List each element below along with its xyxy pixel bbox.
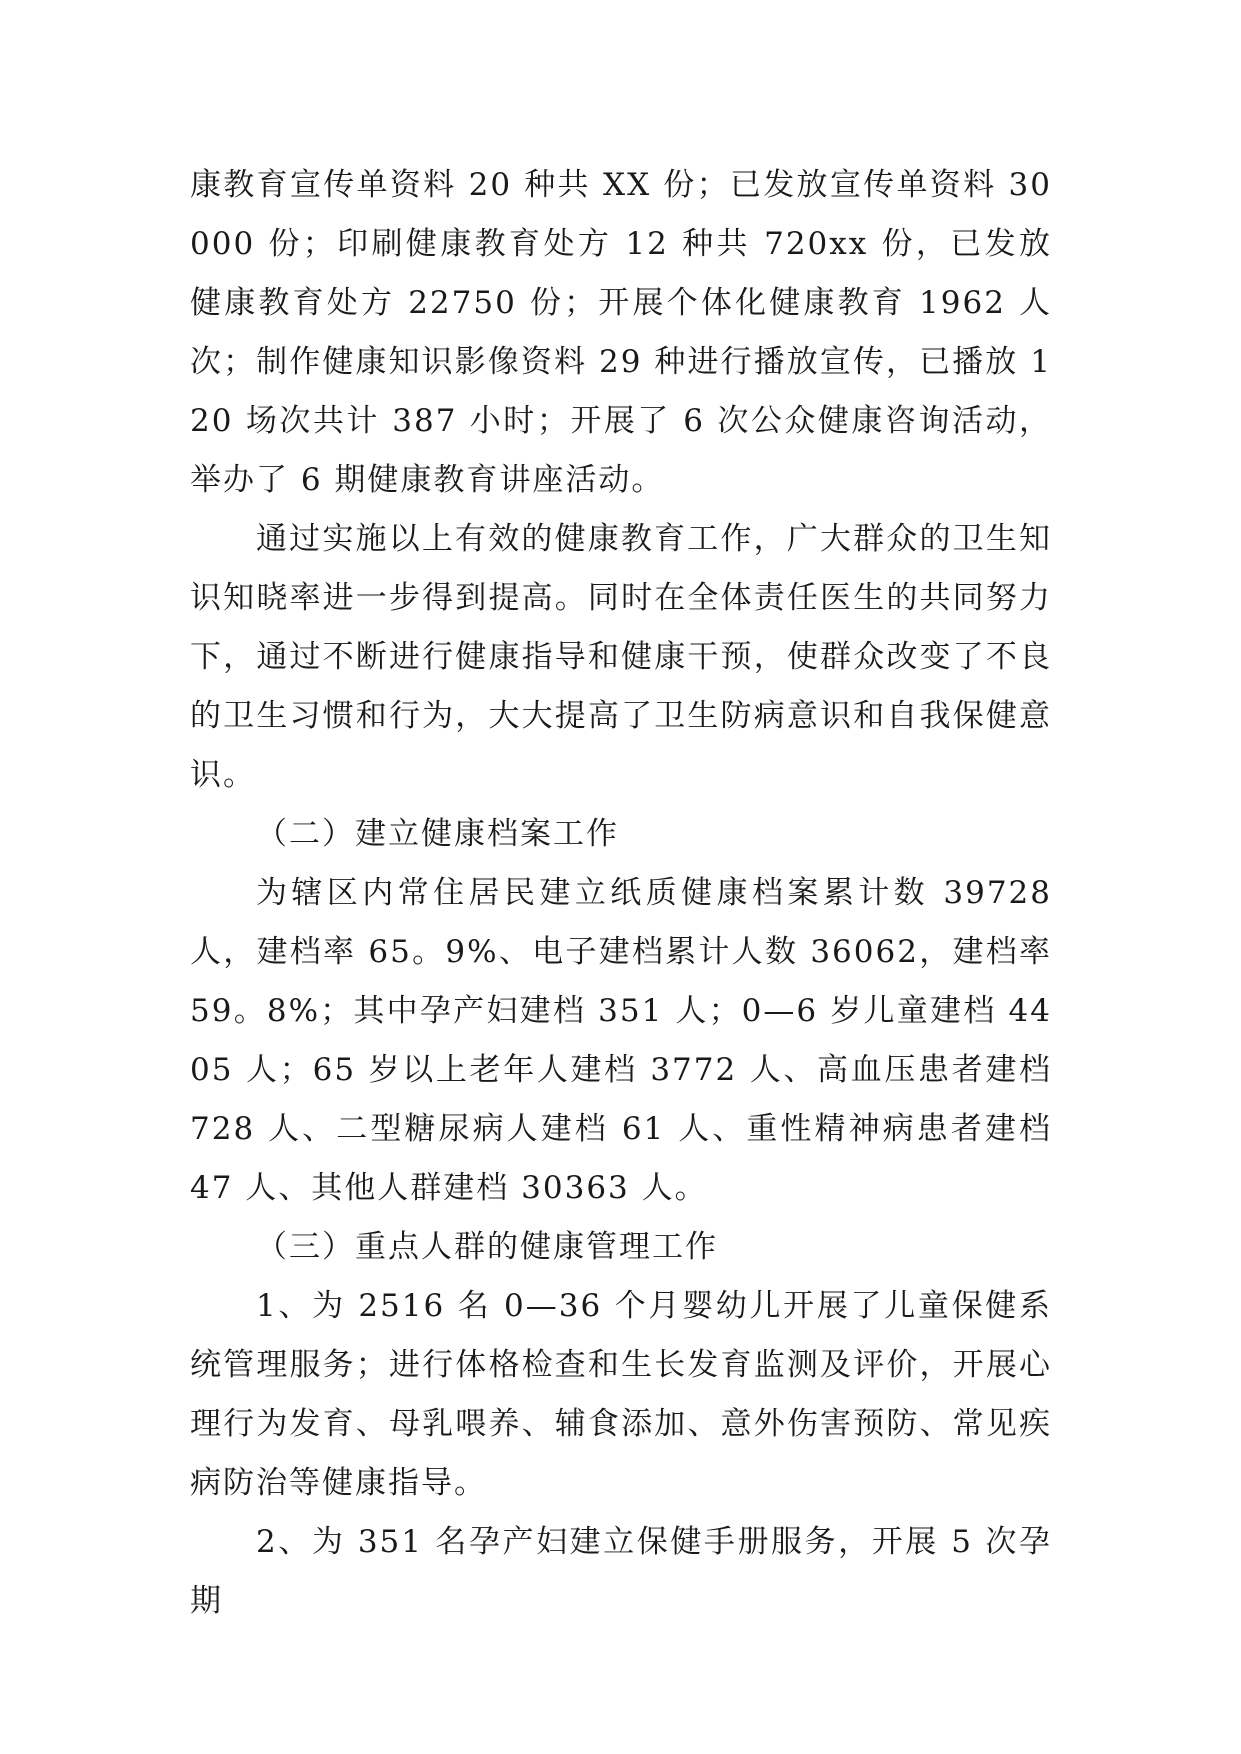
section-heading-health-records: （二）建立健康档案工作: [256, 816, 619, 852]
paragraph-health-records-statistics: 为辖区内常住居民建立纸质健康档案累计数 39728 人，建档率 65。9%、电子建档累计人数 36062，建档率 59。8%；其中孕产妇建档 351 人；0—6 岁儿童建档 4405 人；65 岁以上老年人建档 3772 人、高血压患者建档 728 人、二型糖尿病人建档 61 人、重性精神病患者建档 47 人、其他人群建档 30363 人。: [190, 875, 1052, 1206]
paragraph-child-health-management: 1、为 2516 名 0—36 个月婴幼儿开展了儿童保健系统管理服务；进行体格检查和生长发育监测及评价，开展心理行为发育、母乳喂养、辅食添加、意外伤害预防、常见疾病防治等健康指导。: [190, 1288, 1052, 1501]
paragraph-health-education-materials: 康教育宣传单资料 20 种共 XX 份；已发放宣传单资料 30000 份；印刷健康教育处方 12 种共 720xx 份，已发放健康教育处方 22750 份；开展个体化健康教育 1962 人次；制作健康知识影像资料 29 种进行播放宣传，已播放 120 场次共计 387 小时；开展了 6 次公众健康咨询活动，举办了 6 期健康教育讲座活动。: [190, 167, 1052, 498]
document-body: [190, 156, 1052, 1631]
paragraph-maternal-health-management: 2、为 351 名孕产妇建立保健手册服务，开展 5 次孕期: [190, 1524, 1052, 1619]
section-heading-key-population-management: （三）重点人群的健康管理工作: [256, 1229, 718, 1265]
paragraph-health-education-results: 通过实施以上有效的健康教育工作，广大群众的卫生知识知晓率进一步得到提高。同时在全体责任医生的共同努力下，通过不断进行健康指导和健康干预，使群众改变了不良的卫生习惯和行为，大大提高了卫生防病意识和自我保健意识。: [190, 521, 1052, 793]
